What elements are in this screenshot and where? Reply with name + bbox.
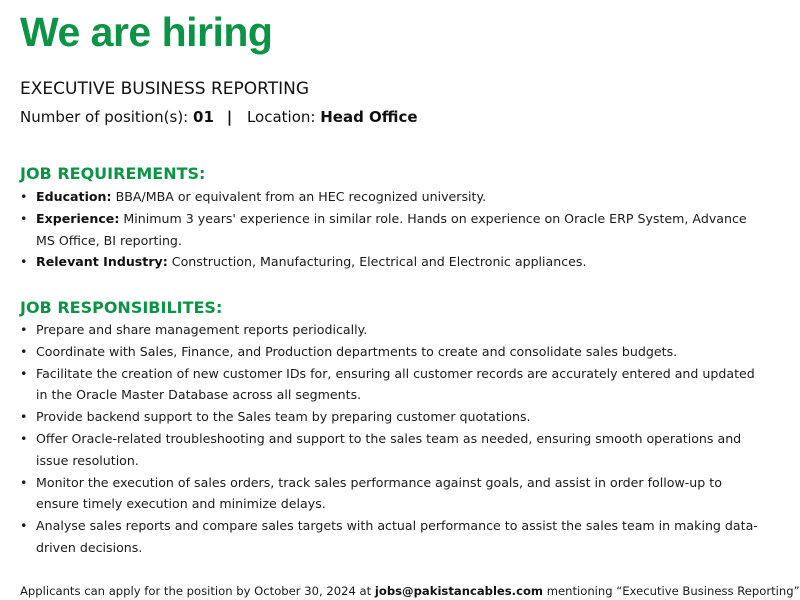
requirement-label: Relevant Industry: (36, 254, 168, 270)
responsibility-item: • Analyse sales reports and compare sales targets with actual performance to assist the sales team in making data-driven decisions. (20, 515, 760, 559)
responsibilities-list (20, 319, 760, 559)
responsibility-item: • Prepare and share management reports periodically. (20, 319, 760, 341)
application-note (20, 583, 800, 599)
responsibilities-heading: JOB RESPONSIBILITES: (20, 298, 223, 317)
requirement-label: Experience: (36, 210, 120, 226)
application-mention: mentioning “Executive Business Reporting” (543, 584, 800, 598)
responsibility-item: • Provide backend support to the Sales team by preparing customer quotations. (20, 406, 760, 428)
positions-value: 01 (193, 108, 214, 126)
requirement-text: BBA/MBA or equivalent from an HEC recognized university. (115, 189, 487, 204)
requirement-education (20, 186, 760, 208)
requirements-heading: JOB REQUIREMENTS: (20, 164, 206, 183)
location-label: Location: (246, 108, 316, 126)
responsibility-item: • Offer Oracle-related troubleshooting and support to the sales team as needed, ensuring smooth operations and issue resolution. (20, 428, 760, 472)
location-value: Head Office (320, 108, 418, 126)
positions-label: Number of position(s): (20, 108, 189, 126)
requirement-experience (20, 208, 760, 252)
hiring-headline: We are hiring (20, 9, 273, 55)
application-text: Applicants can apply for the position by October 30, 2024 at (20, 584, 375, 598)
responsibility-item: • Facilitate the creation of new customer IDs for, ensuring all customer records are accurately entered and updated in the Oracle Master Database across all segments. (20, 363, 760, 407)
requirement-label: Education: (36, 189, 112, 204)
position-meta (20, 107, 418, 127)
requirement-industry (20, 251, 760, 273)
requirement-text: Construction, Manufacturing, Electrical and Electronic appliances. (171, 254, 587, 270)
application-email[interactable]: jobs@pakistancables.com (374, 584, 544, 598)
responsibility-item: • Monitor the execution of sales orders, track sales performance against goals, and assist in order follow-up to ensure timely execution and minimize delays. (20, 472, 760, 516)
meta-separator: | (226, 108, 233, 126)
responsibility-item: • Coordinate with Sales, Finance, and Production departments to create and consolidate sales budgets. (20, 341, 760, 363)
requirements-list (20, 186, 760, 273)
job-title: EXECUTIVE BUSINESS REPORTING (20, 79, 310, 99)
requirement-text: Minimum 3 years' experience in similar role. Hands on experience on Oracle ERP System, Advance MS Office, BI reporting. (36, 210, 747, 248)
